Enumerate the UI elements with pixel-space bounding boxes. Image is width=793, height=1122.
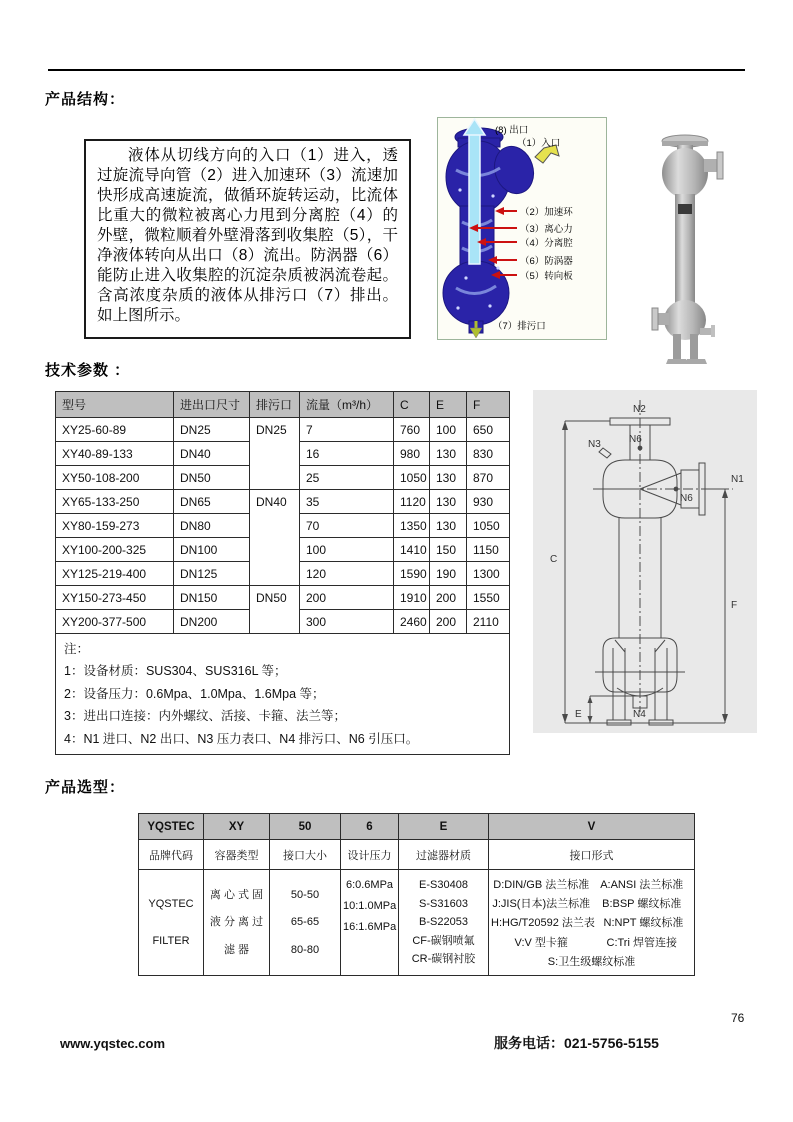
cell-size: DN40: [174, 442, 250, 466]
label-type: 容器类型: [204, 840, 270, 870]
cell-e: 200: [430, 586, 467, 610]
cell-model: XY125-219-400: [56, 562, 174, 586]
diagram-label-deflector: （5）转向板: [520, 271, 573, 282]
cell-model: XY100-200-325: [56, 538, 174, 562]
cell-c: 1410: [394, 538, 430, 562]
diagram-label-anti-vortex: （6）防涡器: [520, 256, 573, 267]
col-model: 型号: [56, 392, 174, 418]
footer-phone: 服务电话：021-5756-5155: [494, 1035, 659, 1051]
cell-e: 130: [430, 490, 467, 514]
connection-option: H:HG/T20592 法兰表: [491, 917, 595, 930]
drawing-label-c: C: [550, 554, 558, 565]
label-size: 接口大小: [270, 840, 341, 870]
page-number: 76: [731, 1011, 745, 1025]
col-f: F: [467, 392, 510, 418]
structure-description-text: 液体从切线方向的入口（1）进入，透过旋流导向管（2）进入加速环（3）流速加快形成高速旋流，做循环旋转运动，比流体比重大的微粒被离心力甩到分离腔（4）的外壁，微粒顺着外壁滑落到收集腔（5），干净液体转向从出口（8）流出。防涡器（6）能防止进入收集腔的沉淀杂质被涡流卷起。含高浓度杂质的液体从排污口（7）排出。如上图所示。: [97, 147, 398, 324]
cell-flow: 35: [300, 490, 394, 514]
cell-c: 1350: [394, 514, 430, 538]
diagram-label-inlet: （1）入口: [517, 138, 561, 149]
cell-e: 130: [430, 514, 467, 538]
diagram-label-outlet: (8) 出口: [495, 125, 529, 136]
note-line-4: 4：N1 进口、N2 出口、N3 压力表口、N4 排污口、N6 引压口。: [64, 731, 419, 746]
code-brand: YQSTEC: [139, 814, 204, 840]
cell-size: DN100: [174, 538, 250, 562]
cell-e: 130: [430, 466, 467, 490]
cell-f: 870: [467, 466, 510, 490]
diagram-label-separation: （4）分离腔: [520, 238, 573, 249]
diagram-label-centrifugal: （3）离心力: [520, 224, 573, 235]
cell-c: 2460: [394, 610, 430, 634]
diagram-label-accel-ring: （2）加速环: [520, 207, 573, 218]
separator-outline-drawing: [533, 390, 757, 733]
material-option: S-S31603: [419, 897, 468, 910]
brand-line: FILTER: [152, 934, 190, 947]
table-row: [56, 418, 510, 442]
diagram-label-drain: （7）排污口: [493, 321, 546, 332]
cell-size: DN150: [174, 586, 250, 610]
note-line-2: 2：设备压力：0.6Mpa、1.0Mpa、1.6Mpa 等；: [64, 686, 325, 701]
cell-drain: DN50: [250, 586, 300, 634]
option-vessel-type: [204, 870, 270, 976]
drawing-label-n4: N4: [633, 709, 646, 720]
port-size-option: 80-80: [290, 944, 320, 957]
label-pressure: 设计压力: [341, 840, 399, 870]
note-line-1: 1：设备材质：SUS304、SUS316L 等；: [64, 664, 287, 679]
cell-drain: DN40: [250, 490, 300, 586]
connection-option: C:Tri 焊管连接: [606, 936, 677, 949]
brand-line: YQSTEC: [148, 897, 194, 910]
label-brand: 品牌代码: [139, 840, 204, 870]
cell-c: 1050: [394, 466, 430, 490]
connection-option: D:DIN/GB 法兰标准: [493, 879, 590, 892]
code-size: 50: [270, 814, 341, 840]
section-heading-params: 技术参数 ：: [45, 362, 131, 379]
cell-size: DN80: [174, 514, 250, 538]
pressure-option: 16:1.6MPa: [343, 921, 397, 934]
cell-flow: 120: [300, 562, 394, 586]
drawing-label-n6-top: N6: [629, 434, 642, 445]
col-flow: 流量（m³/h）: [300, 392, 394, 418]
port-size-option: 65-65: [290, 916, 320, 929]
separator-photo-illustration: [648, 128, 736, 366]
cell-flow: 100: [300, 538, 394, 562]
connection-option: A:ANSI 法兰标准: [600, 879, 684, 892]
option-connection: [489, 870, 695, 976]
cell-e: 200: [430, 610, 467, 634]
cell-c: 760: [394, 418, 430, 442]
cell-model: XY65-133-250: [56, 490, 174, 514]
material-option: CF-碳钢喷氟: [412, 934, 475, 947]
cell-model: XY150-273-450: [56, 586, 174, 610]
label-connection: 接口形式: [489, 840, 695, 870]
cell-flow: 25: [300, 466, 394, 490]
cell-f: 1300: [467, 562, 510, 586]
cell-c: 980: [394, 442, 430, 466]
tech-params-table: [55, 391, 510, 755]
material-option: B-S22053: [419, 916, 468, 929]
drawing-label-n2: N2: [633, 404, 646, 415]
drawing-label-n3: N3: [588, 439, 601, 450]
option-port-size: [270, 870, 341, 976]
port-size-option: 50-50: [290, 888, 320, 901]
connection-option: S:卫生级螺纹标准: [547, 955, 636, 968]
cell-f: 1550: [467, 586, 510, 610]
cell-e: 100: [430, 418, 467, 442]
cell-f: 650: [467, 418, 510, 442]
code-type: XY: [204, 814, 270, 840]
pressure-option: 10:1.0MPa: [343, 900, 397, 913]
cell-flow: 16: [300, 442, 394, 466]
material-option: E-S30408: [419, 879, 468, 892]
drawing-label-f: F: [731, 600, 738, 611]
cell-c: 1120: [394, 490, 430, 514]
dimension-drawing: [533, 390, 757, 733]
option-brand: [139, 870, 204, 976]
cell-c: 1910: [394, 586, 430, 610]
drawing-label-n6-inlet: N6: [680, 493, 693, 504]
material-option: CR-碳钢衬胶: [411, 953, 476, 966]
cell-f: 930: [467, 490, 510, 514]
selection-code-row: [139, 814, 695, 840]
cell-e: 190: [430, 562, 467, 586]
center-tube: [469, 131, 480, 264]
tech-header-row: [56, 392, 510, 418]
vessel-type-line: 液 分 离 过: [209, 916, 264, 929]
col-size: 进出口尺寸: [174, 392, 250, 418]
cell-size: DN25: [174, 418, 250, 442]
structure-description-box: [84, 139, 411, 339]
selection-body-row: [139, 870, 695, 976]
notes-block: [56, 634, 510, 755]
connection-option: B:BSP 螺纹标准: [602, 898, 682, 911]
cyclone-separator-cutaway-illustration: [438, 118, 606, 339]
connection-option: V:V 型卡箍: [514, 936, 568, 949]
vessel-type-line: 滤 器: [223, 944, 250, 957]
connection-option: N:NPT 螺纹标准: [603, 917, 684, 930]
cell-model: XY50-108-200: [56, 466, 174, 490]
section-heading-structure: 产品结构：: [45, 91, 126, 108]
drawing-label-n1: N1: [731, 474, 744, 485]
vessel-type-line: 离 心 式 固: [209, 888, 264, 901]
cell-model: XY25-60-89: [56, 418, 174, 442]
cell-e: 130: [430, 442, 467, 466]
cell-flow: 7: [300, 418, 394, 442]
cell-flow: 200: [300, 586, 394, 610]
cell-flow: 70: [300, 514, 394, 538]
code-pressure: 6: [341, 814, 399, 840]
cell-model: XY40-89-133: [56, 442, 174, 466]
cell-f: 1150: [467, 538, 510, 562]
cell-size: DN50: [174, 466, 250, 490]
col-e: E: [430, 392, 467, 418]
selection-table: [138, 813, 695, 976]
notes-row: [56, 634, 510, 755]
header-rule: [48, 69, 745, 71]
note-line-3: 3：进出口连接：内外螺纹、活接、卡箍、法兰等；: [64, 709, 346, 724]
table-row: [56, 490, 510, 514]
cell-size: DN125: [174, 562, 250, 586]
upflow-arrow: [464, 119, 485, 135]
cell-f: 2110: [467, 610, 510, 634]
option-material: [399, 870, 489, 976]
cell-c: 1590: [394, 562, 430, 586]
cell-drain: DN25: [250, 418, 300, 490]
cell-e: 150: [430, 538, 467, 562]
code-connection: V: [489, 814, 695, 840]
cell-model: XY80-159-273: [56, 514, 174, 538]
col-c: C: [394, 392, 430, 418]
cell-flow: 300: [300, 610, 394, 634]
pressure-option: 6:0.6MPa: [345, 879, 394, 891]
cell-f: 830: [467, 442, 510, 466]
code-material: E: [399, 814, 489, 840]
product-photo: [648, 128, 736, 366]
cell-size: DN200: [174, 610, 250, 634]
label-material: 过滤器材质: [399, 840, 489, 870]
connection-option: J:JIS(日本)法兰标准: [492, 898, 591, 911]
cell-model: XY200-377-500: [56, 610, 174, 634]
section-heading-selection: 产品选型：: [45, 779, 126, 796]
cutaway-diagram: [437, 117, 607, 340]
table-row: [56, 586, 510, 610]
selection-label-row: [139, 840, 695, 870]
cell-f: 1050: [467, 514, 510, 538]
col-drain: 排污口: [250, 392, 300, 418]
drawing-label-e: E: [575, 709, 582, 720]
cell-size: DN65: [174, 490, 250, 514]
footer-website: www.yqstec.com: [60, 1036, 165, 1051]
note-title: 注：: [64, 642, 90, 656]
option-pressure: [341, 870, 399, 976]
